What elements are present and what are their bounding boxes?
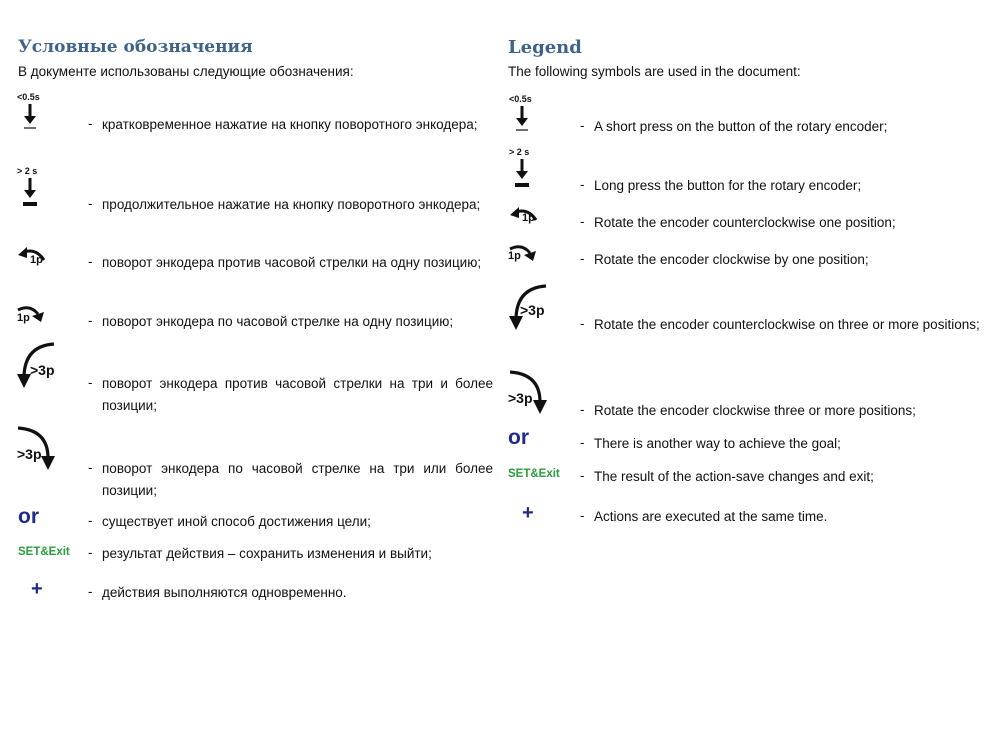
long-press-icon xyxy=(20,178,44,208)
item-dash: - xyxy=(88,584,93,599)
item-dash: - xyxy=(88,460,93,475)
item-dash: - xyxy=(88,196,93,211)
symbol-label: 1p xyxy=(17,312,30,324)
item-description: поворот энкодера по часовой стрелке на три или более позиции; xyxy=(102,461,493,498)
long-press-icon xyxy=(512,159,536,189)
item-description: Rotate the encoder clockwise by one position; xyxy=(594,252,869,267)
symbol-label: 1p xyxy=(522,212,535,224)
item-description: Long press the button for the rotary encoder; xyxy=(594,178,862,193)
item-description: поворот энкодера против часовой стрелки на три и более позиции; xyxy=(102,376,493,413)
short-press-icon xyxy=(20,104,44,130)
symbol-label: > 2 s xyxy=(509,147,530,157)
item-dash: - xyxy=(580,316,585,331)
item-description: A short press on the button of the rotary encoder; xyxy=(594,119,888,134)
symbol-label: >3p xyxy=(17,446,42,462)
or-symbol: or xyxy=(508,426,529,449)
item-dash: - xyxy=(88,313,93,328)
item-dash: - xyxy=(580,508,585,523)
item-dash: - xyxy=(88,116,93,131)
item-dash: - xyxy=(580,251,585,266)
item-description: кратковременное нажатие на кнопку поворотного энкодера; xyxy=(102,117,478,132)
item-description: поворот энкодера против часовой стрелки на одну позицию; xyxy=(102,255,482,270)
symbol-label: 1p xyxy=(508,250,521,262)
item-description: There is another way to achieve the goal; xyxy=(594,436,841,451)
item-dash: - xyxy=(580,468,585,483)
item-dash: - xyxy=(88,513,93,528)
set-exit-symbol: SET&Exit xyxy=(18,546,70,558)
plus-icon: + xyxy=(31,578,43,600)
item-description: существует иной способ достижения цели; xyxy=(102,514,371,529)
symbol-label: <0.5s xyxy=(509,94,532,104)
section-title: Legend xyxy=(508,37,582,58)
item-description: действия выполняются одновременно. xyxy=(102,585,347,600)
item-description: Rotate the encoder counterclockwise one position; xyxy=(594,215,896,230)
item-dash: - xyxy=(88,254,93,269)
symbol-label: > 2 s xyxy=(17,166,38,176)
item-dash: - xyxy=(88,545,93,560)
item-dash: - xyxy=(88,375,93,390)
symbol-label: >3p xyxy=(30,362,55,378)
item-dash: - xyxy=(580,214,585,229)
item-description: Rotate the encoder clockwise three or more positions; xyxy=(594,403,916,418)
symbol-label: >3p xyxy=(520,302,545,318)
short-press-icon xyxy=(512,106,536,132)
item-description: Rotate the encoder counterclockwise on three or more positions; xyxy=(594,317,980,332)
item-dash: - xyxy=(580,118,585,133)
legend-column-english xyxy=(500,0,1000,750)
or-symbol: or xyxy=(18,505,39,528)
item-description: Actions are executed at the same time. xyxy=(594,509,828,524)
symbol-label: 1p xyxy=(30,254,43,266)
plus-icon: + xyxy=(522,502,534,524)
intro-text: The following symbols are used in the document: xyxy=(508,64,801,79)
item-description: продолжительное нажатие на кнопку поворотного энкодера; xyxy=(102,197,481,212)
symbol-label: >3p xyxy=(508,390,533,406)
section-title: Условные обозначения xyxy=(18,37,253,57)
symbol-label: <0.5s xyxy=(17,92,40,102)
item-description: поворот энкодера по часовой стрелке на одну позицию; xyxy=(102,314,454,329)
set-exit-symbol: SET&Exit xyxy=(508,468,560,480)
item-dash: - xyxy=(580,402,585,417)
item-dash: - xyxy=(580,435,585,450)
intro-text: В документе использованы следующие обозначения: xyxy=(18,64,354,79)
item-description: The result of the action-save changes and exit; xyxy=(594,469,874,484)
item-dash: - xyxy=(580,177,585,192)
item-description: результат действия – сохранить изменения и выйти; xyxy=(102,546,432,561)
